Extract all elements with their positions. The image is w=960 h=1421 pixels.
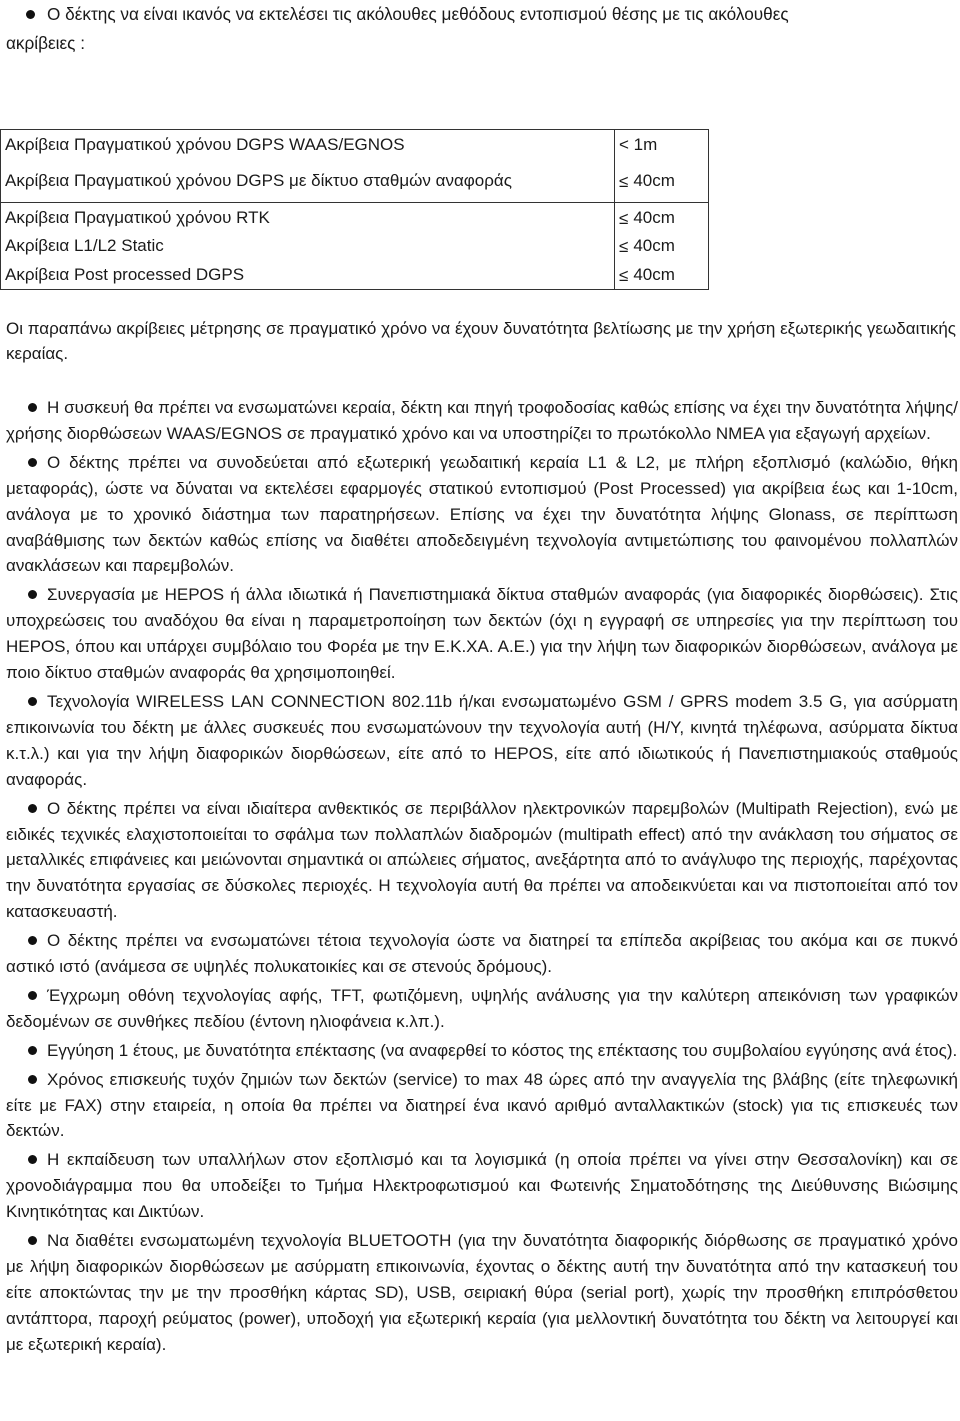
bullet-icon (28, 458, 37, 467)
list-item: Η εκπαίδευση των υπαλλήλων στον εξοπλισμό και τα λογισμικά (η οποία πρέπει να γίνει στην Θεσσαλονίκη) και σε χρονοδιάγραμμα που θα υποδείξει το Τμήμα Ηλεκτροφωτισμού και Φωτεινής Σηματοδότησης της Διεύθυνσης Βιώσιμης Κινητικότητας και Δικτύων. (6, 1150, 958, 1222)
intro-line-2: ακρίβειες : (6, 33, 85, 53)
intro-line-1: Ο δέκτης να είναι ικανός να εκτελέσει τις ακόλουθες μεθόδους εντοπισμού θέσης με τις ακόλουθες (6, 0, 958, 29)
bullet-icon (28, 697, 37, 706)
less-equal-icon: ≤ (619, 237, 629, 256)
less-equal-icon: ≤ (619, 171, 629, 191)
accuracy-table (0, 129, 709, 290)
bullet-icon (28, 1075, 37, 1084)
table-cell-label: Ακρίβεια Πραγματικού χρόνου DGPS WAAS/EGNOS (1, 130, 615, 160)
accuracy-note: Οι παραπάνω ακρίβειες μέτρησης σε πραγματικό χρόνο να έχουν δυνατότητα βελτίωσης με την χρήση εξωτερικής γεωδαιτικής κεραίας. (6, 319, 956, 363)
bullet-icon (28, 590, 37, 599)
list-item: Συνεργασία με HEPOS ή άλλα ιδιωτικά ή Πανεπιστημιακά δίκτυα σταθμών αναφοράς (για διαφορικές διορθώσεις). Στις υποχρεώσεις του αναδόχου θα είναι η παραμετροποίηση των δεκτών (όχι η εγγραφή σε υπηρεσίες για την περίπτωση του HEPOS, όπου και υπάρχει συμβόλαιο του Φορέα με την Ε.Κ.ΧΑ. Α.Ε.) για την λήψη των διαφορικών διορθώσεων, ανάλογα με ποιο δίκτυο σταθμών αναφοράς θα χρησιμοποιηθεί. (6, 585, 958, 683)
list-item: Ο δέκτης πρέπει να ενσωματώνει τέτοια τεχνολογία ώστε να διατηρεί τα επίπεδα ακρίβειας του ακόμα και σε πυκνό αστικό ιστό (ανάμεσα σε υψηλές πολυκατοικίες και σε στενούς δρόμους). (6, 931, 958, 977)
list-item: Τεχνολογία WIRELESS LAN CONNECTION 802.11b ή/και ενσωματωμένο GSM / GPRS modem 3.5 G, για ασύρματη επικοινωνία του δέκτη με άλλες συσκευές που ενσωματώνουν την τεχνολογία αυτή (Η/Υ, κινητά τηλέφωνα, ασύρματα δίκτυα κ.τ.λ.) και για την λήψη διαφορικών διορθώσεων, είτε από το HEPOS, είτε από ιδιωτικούς ή Πανεπιστημιακούς σταθμούς αναφοράς. (6, 691, 958, 789)
bullet-icon (28, 403, 37, 412)
list-item: Ο δέκτης πρέπει να συνοδεύεται από εξωτερική γεωδαιτική κεραία L1 & L2, με πλήρη εξοπλισμό (καλώδιο, θήκη μεταφοράς), ώστε να δύναται να εκτελέσει εφαρμογές στατικού εντοπισμού (Post Processed) για ακρίβεια έως και 1-10cm, ανάλογα με το χρονικό διάστημα των παρατηρήσεων. Επίσης να έχει την δυνατότητα λήψης Glonass, σε περίπτωση αναβάθμισης των δεκτών καθώς επίσης να διαθέτει αποδεδειγμένη τεχνολογία αντιμετώπισης του φαινομένου πολλαπλών ανακλάσεων και παρεμβολών. (6, 452, 958, 576)
table-row (1, 130, 709, 160)
list-item: Εγγύηση 1 έτους, με δυνατότητα επέκτασης (να αναφερθεί το κόστος της επέκτασης του συμβολαίου εγγύησης ανά έτος). (6, 1038, 958, 1064)
table-cell-label: Ακρίβεια Post processed DGPS (1, 260, 615, 290)
table-cell-label: Ακρίβεια Πραγματικού χρόνου RTK (1, 203, 615, 233)
table-cell-value: ≤ 40cm (615, 260, 709, 290)
bullet-icon (28, 1236, 37, 1245)
table-cell-value: ≤ 40cm (615, 159, 709, 203)
table-cell-label: Ακρίβεια Πραγματικού χρόνου DGPS με δίκτυο σταθμών αναφοράς (1, 159, 615, 203)
bullet-icon (28, 991, 37, 1000)
list-item: Έγχρωμη οθόνη τεχνολογίας αφής, TFT, φωτιζόμενη, υψηλής ανάλυσης για την καλύτερη απεικόνιση των γραφικών δεδομένων σε συνθήκες πεδίου (έντονη ηλιοφάνεια κ.λπ.). (6, 985, 958, 1031)
list-item: Χρόνος επισκευής τυχόν ζημιών των δεκτών (service) το max 48 ώρες από την αναγγελία της βλάβης (είτε τηλεφωνική είτε με FAX) στην εταιρεία, η οποία θα πρέπει να διατηρεί ένα ικανό αριθμό ανταλλακτικών (stock) για τις επισκευές των δεκτών. (6, 1069, 958, 1141)
table-row (1, 159, 709, 203)
requirements-list (6, 395, 958, 1361)
table-row (1, 260, 709, 290)
table-cell-label: Ακρίβεια L1/L2 Static (1, 232, 615, 260)
list-item: Ο δέκτης πρέπει να είναι ιδιαίτερα ανθεκτικός σε περιβάλλον ηλεκτρονικών παρεμβολών (Multipath Rejection), ενώ με ειδικές τεχνικές ελαχιστοποιείται το σφάλμα των πολλαπλών διαδρομών (multipath effect) από την ανάκλαση του σήματος σε μεταλλικές επιφάνειες και μειώνονται σημαντικά οι απώλειες σήματος, ανεξάρτητα από το ανάγλυφο της περιοχής, παρέχοντας την δυνατότητα εργασίας σε δύσκολες περιοχές. Η τεχνολογία αυτή θα πρέπει να αποδεικνύεται και να πιστοποιείται από τον κατασκευαστή. (6, 798, 958, 922)
less-equal-icon: ≤ (619, 265, 629, 285)
list-item: Να διαθέτει ενσωματωμένη τεχνολογία BLUETOOTH (για την δυνατότητα διαφορικής διόρθωσης σε πραγματικό χρόνο με λήψη διαφορικών διορθώσεων με ασύρματη επικοινωνία, έχοντας ο δέκτης αυτή την δυνατότητα από την κατασκευή του είτε αποκτώντας την με την προσθήκη κάρτας SD), USB, σειριακή θύρα (serial port), χωρίς την προσθήκη επιπρόσθετου αντάπτορα, παροχή ρεύματος (power), υποδοχή για εξωτερική κεραία (για μελλοντική δυνατότητα του δέκτη να λειτουργεί και με εξωτερική κεραία). (6, 1231, 958, 1354)
intro-paragraph (6, 0, 958, 58)
table-row (1, 232, 709, 260)
bullet-icon (28, 1155, 37, 1164)
table-cell-value: ≤ 40cm (615, 232, 709, 260)
less-equal-icon: ≤ (619, 208, 629, 228)
bullet-icon (28, 936, 37, 945)
table-cell-value: < 1m (615, 130, 709, 160)
bullet-icon (26, 10, 35, 19)
bullet-icon (28, 1046, 37, 1055)
bullet-icon (28, 804, 37, 813)
table-cell-value: ≤ 40cm (615, 203, 709, 233)
list-item: Η συσκευή θα πρέπει να ενσωματώνει κεραία, δέκτη και πηγή τροφοδοσίας καθώς επίσης να έχει την δυνατότητα λήψης/χρήσης διορθώσεων WAAS/EGNOS σε πραγματικό χρόνο και να υποστηρίζει το πρωτόκολλο NMEA για εξαγωγή αρχείων. (6, 398, 958, 443)
table-row (1, 203, 709, 233)
